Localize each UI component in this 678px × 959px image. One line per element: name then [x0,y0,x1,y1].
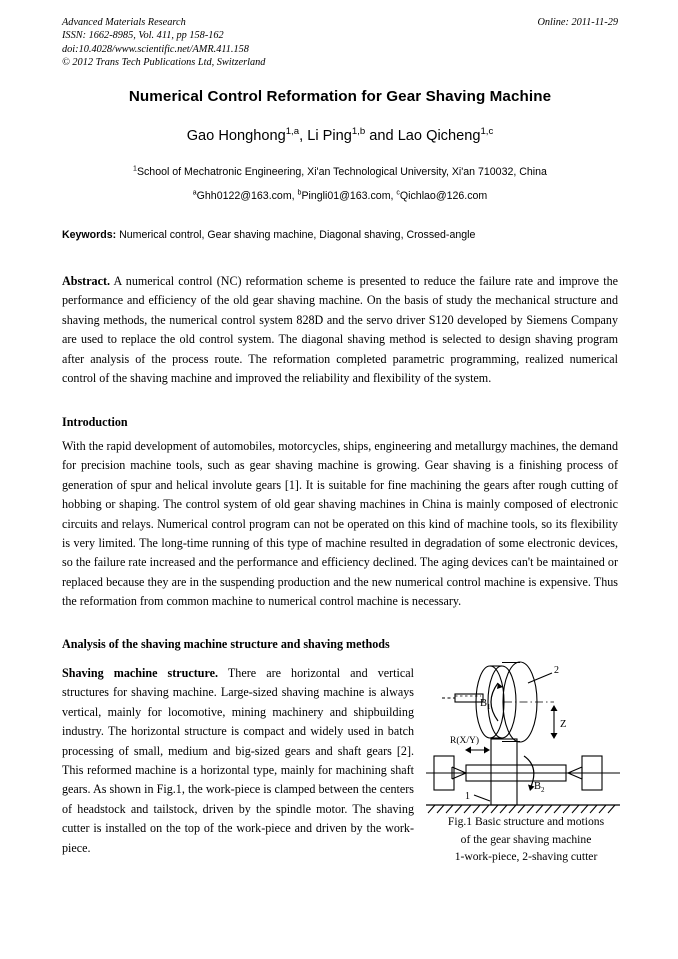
figure-caption-line-1: Fig.1 Basic structure and motions [447,815,605,828]
keywords-line [62,229,618,241]
author-name-1: Gao Honghong [186,128,286,144]
issn-line: ISSN: 1662-8985, Vol. 411, pp 158-162 [62,30,224,42]
figure-label-callout-2: 2 [554,665,559,676]
email-address-b: Pingli01@163.com, [301,190,397,202]
publication-header [62,16,618,70]
cutter-column-icon [491,739,517,805]
email-marker-a: a [192,189,197,197]
structure-body-text: There are horizontal and vertical structures for shaving machine. Large-sized shaving machine is always vertical, mainly for locomotive, mining machinery and shipbuilding industry. The horizontal structure is compact and widely used in batch processing of small, medium and big-sized gears and shaft gears [2]. This reformed machine is a horizontal type, mainly for machining shaft gears. As shown in Fig.1, the work-piece is clamped between the centers of headstock and tailstock, driven by the spindle motor. The shaving cutter is installed on the top of the work-piece and driven by the work-piece. [62,666,414,855]
author-sup-2: 1,b [351,126,366,138]
figure-label-callout-1: 1 [465,791,470,802]
email-marker-b: b [297,189,302,197]
abstract-label: Abstract. [62,274,111,288]
section-heading-analysis: Analysis of the shaving machine structure and shaving methods [62,637,390,651]
doi-line: doi:10.4028/www.scientific.net/AMR.411.158 [62,43,249,55]
section-heading-introduction: Introduction [62,415,128,429]
cutter-rotation-arrow-icon [491,683,503,721]
author-name-3: Lao Qicheng [397,128,481,144]
journal-name: Advanced Materials Research [62,17,186,28]
figure-caption-line-3: 1-work-piece, 2-shaving cutter [454,850,598,864]
keywords-value: Numerical control, Gear shaving machine, Diagonal shaving, Crossed-angle [116,229,476,241]
affiliation-marker: 1 [133,165,137,173]
email-marker-c: c [396,189,400,197]
callout-leader-workpiece [474,795,490,801]
figure-label-B2: B [534,781,542,792]
figure-label-Z: Z [560,719,567,730]
email-address-a: Ghh0122@163.com, [196,190,298,202]
author-list [62,128,618,144]
shaving-machine-structure-paragraph [62,664,414,858]
copyright-line: © 2012 Trans Tech Publications Ltd, Switzerland [62,57,266,69]
keywords-label: Keywords: [62,229,117,241]
online-date: Online: 2011-11-29 [537,17,618,28]
introduction-paragraph: With the rapid development of automobiles, motorcycles, ships, engineering and metallurgy machines, the demand for precision machine tools, such as gear shaving machine is growing. Gear shaving is a finishing process of generation of spur and helical involute gears [1]. It is suitable for fine machining the gears after rough cutting of hobbing or shaping. The control system of old gear shaving machines in China is mainly composed of electronic circuits and relays. Numerical control program can not be operated on this kind of machine tools, so its flexibility is very limited. The long-time running of this type of machine resulted in degradation of some electronic devices, so the failure rate increased and the performance and efficiency declined. The aging devices can't be maintained or replaced because they are in the suspending production and the new numerical control machine is expensive. Thus the reformation from common machine to numerical control machine is necessary. [62,439,618,609]
header-row-journal [62,16,618,29]
author-name-2: Li Ping [307,128,352,144]
figure-1-caption [424,813,628,866]
z-axis-arrow-icon [551,705,558,739]
author-separator-2: and [365,128,398,144]
affiliation-text: School of Mechatronic Engineering, Xi'an Technological University, Xi'an 710032, China [136,166,547,178]
figure-label-B1-sub: 1 [487,703,491,711]
radial-feed-arrow-icon [465,747,490,754]
figure-label-B1: B [480,698,488,709]
affiliation-line [52,166,628,178]
machine-ground-icon [426,805,620,813]
callout-leader-cutter [528,673,552,683]
email-address-c: Qichlao@126.com [399,190,488,202]
cutter-arbor-icon [442,694,483,702]
author-sup-1: 1,a [285,126,300,138]
page-title: Numerical Control Reformation for Gear Shaving Machine [128,88,552,105]
figure-1 [424,655,628,864]
abstract-text: A numerical control (NC) reformation scheme is presented to reduce the failure rate and improve the performance and efficiency of the old gear shaving machine. On the basis of study the mechanical structure and shaving methods, the numerical control system 828D and the servo driver S120 developed by Siemens Company are used to replace the old control system. The diagonal shaving method is selected to design shaving program after analysis of the process route. The reformation completed parametric programming, realized numerical control of the shaving machine and improved the reliability and flexibility of the system. [62,274,618,386]
abstract-block [62,272,618,388]
email-line [52,190,628,202]
figure-label-radial-feed: R(X/Y) [450,736,480,746]
structure-run-in-label: Shaving machine structure. [62,666,219,680]
figure-caption-line-2: of the gear shaving machine [460,832,592,846]
author-separator-1: , [299,128,308,144]
figure-label-B2-sub: 2 [541,786,545,794]
gear-shaving-machine-diagram [424,655,628,815]
author-sup-3: 1,c [480,126,494,138]
